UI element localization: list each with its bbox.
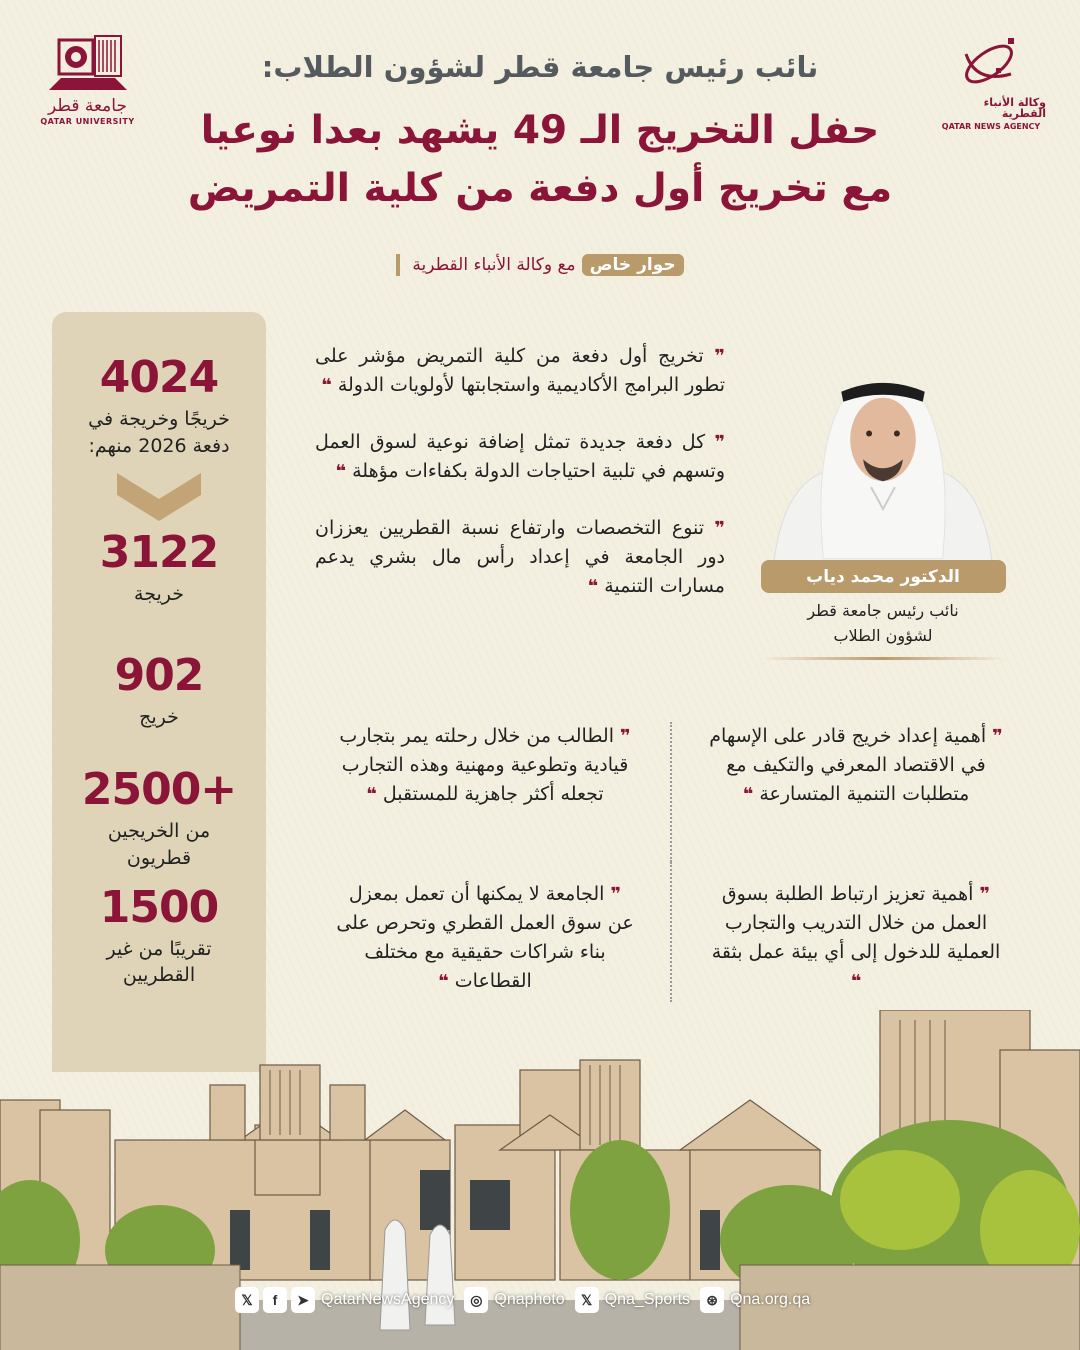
stat-label-line: قطريون	[126, 846, 192, 869]
page-title	[160, 102, 920, 218]
quote-close-icon: ❝	[366, 784, 377, 805]
grid-quote-cell	[670, 862, 1040, 1002]
stat-label-line: خريجًا وخريجة في	[88, 408, 230, 430]
university-name-ar: جامعة قطر	[48, 96, 127, 116]
role-line: نائب رئيس جامعة قطر	[807, 601, 959, 621]
quote-close-icon: ❝	[438, 971, 449, 992]
quote-text: تنوع التخصصات وارتفاع نسبة القطريين يعززان دور الجامعة في إعداد رأس مال بشري يدعم مسارات التنمية	[315, 517, 725, 597]
quote-open-icon: ❞	[992, 726, 1003, 747]
grid-quote-cell	[670, 722, 1040, 862]
page-subtitle: نائب رئيس جامعة قطر لشؤون الطلاب:	[261, 50, 819, 84]
profile-divider	[761, 657, 1006, 660]
quote-item	[315, 428, 725, 486]
stat-label-line: من الخريجين	[107, 820, 211, 843]
quote-close-icon: ❝	[850, 971, 862, 992]
speaker-name: الدكتور محمد دياب	[761, 560, 1006, 594]
x-icon[interactable]: 𝕏	[575, 1287, 599, 1313]
exclusive-interview-badge: حوار خاص	[582, 254, 684, 276]
stat-non-qatari-graduates: 1500	[99, 881, 219, 933]
qatar-news-agency-logo	[936, 34, 1046, 134]
top-quotes	[315, 342, 725, 601]
stat-qatari-label	[108, 818, 210, 871]
tagline-text: مع وكالة الأنباء القطرية	[412, 255, 576, 275]
stat-non-qatari-label	[106, 936, 211, 989]
title-line-2: مع تخريج أول دفعة من كلية التمريض	[187, 166, 893, 211]
stat-total-label	[88, 406, 230, 459]
quote-open-icon: ❞	[979, 884, 991, 905]
handle-qatarnewsagency[interactable]: QatarNewsAgency	[321, 1291, 455, 1308]
speaker-portrait	[763, 360, 1003, 564]
tagline-divider	[396, 254, 400, 276]
x-icon[interactable]: 𝕏	[235, 1287, 259, 1313]
role-line: لشؤون الطلاب	[833, 626, 933, 646]
quote-close-icon: ❝	[321, 375, 332, 396]
quote-close-icon: ❝	[742, 784, 754, 805]
title-line-1: حفل التخريج الـ 49 يشهد بعدا نوعيا	[200, 108, 880, 153]
quote-item	[315, 514, 725, 601]
quote-item	[706, 722, 1006, 809]
quote-item	[706, 880, 1006, 996]
handle-qna-sports[interactable]: Qna_Sports	[604, 1291, 691, 1308]
quote-open-icon: ❞	[620, 726, 631, 747]
quote-text: الطالب من خلال رحلته يمر بتجارب قيادية وتطوعية ومهنية وهذه التجارب تجعله أكثر جاهزية للمستقبل	[339, 725, 629, 805]
tagline	[370, 254, 710, 276]
stat-label-line: دفعة 2026 منهم:	[88, 434, 230, 457]
quote-text: أهمية تعزيز ارتباط الطلبة بسوق العمل من خلال التدريب والتجارب العملية للدخول إلى أي بيئة عمل بثقة	[711, 883, 1001, 963]
stat-label-line: تقريبًا من غير	[106, 937, 212, 960]
handle-qnaphoto[interactable]: Qnaphoto	[494, 1291, 565, 1308]
stat-female-label: خريجة	[134, 583, 184, 606]
facebook-icon[interactable]: f	[263, 1287, 287, 1313]
quote-text: أهمية إعداد خريج قادر على الإسهام في الاقتصاد المعرفي والتكيف مع متطلبات التنمية المتسارعة	[709, 725, 987, 805]
grid-quote-cell	[300, 862, 670, 1002]
social-links-bar	[235, 1285, 816, 1315]
quote-text: كل دفعة جديدة تمثل إضافة نوعية لسوق العمل وتسهم في تلبية احتياجات الدولة بكفاءات مؤهلة	[315, 431, 725, 482]
website-icon[interactable]: ⊛	[700, 1287, 724, 1313]
website-link[interactable]: Qna.org.qa	[730, 1291, 811, 1308]
quote-open-icon: ❞	[714, 432, 726, 453]
speaker-role	[807, 599, 958, 649]
quote-text: الجامعة لا يمكنها أن تعمل بمعزل عن سوق العمل القطري وتحرص على بناء شراكات حقيقية مع مختلف القطاعات	[336, 883, 634, 992]
chevron-down-icon	[117, 473, 201, 521]
telegram-icon[interactable]: ➤	[291, 1287, 315, 1313]
university-name-en: QATAR UNIVERSITY	[40, 117, 135, 126]
quote-open-icon: ❞	[610, 884, 622, 905]
qatar-university-emblem-icon	[45, 34, 131, 94]
agency-name-ar: وكالة الأنباء القطرية	[983, 96, 1046, 120]
quote-item	[335, 722, 635, 809]
quote-open-icon: ❞	[714, 346, 725, 367]
grid-quote-cell	[300, 722, 670, 862]
quote-open-icon: ❞	[714, 518, 725, 539]
stat-male-label: خريج	[139, 705, 179, 728]
stat-male-graduates: 902	[114, 649, 204, 701]
quote-item	[315, 342, 725, 400]
instagram-icon[interactable]: ◎	[464, 1287, 488, 1313]
quote-close-icon: ❝	[587, 576, 599, 597]
stat-label-line: القطريين	[122, 964, 196, 987]
stat-female-graduates: 3122	[99, 527, 219, 579]
quote-text: تخريج أول دفعة من كلية التمريض مؤشر على تطور البرامج الأكاديمية واستجابتها لأولويات الدولة	[315, 345, 725, 396]
stats-panel	[52, 312, 266, 1072]
stat-total-graduates: 4024	[99, 352, 219, 403]
speaker-profile	[758, 360, 1008, 660]
agency-name-en: QATAR NEWS AGENCY	[941, 122, 1041, 131]
quote-close-icon: ❝	[335, 461, 347, 482]
stat-qatari-graduates: 2500+	[81, 764, 237, 816]
qna-orbit-icon	[956, 34, 1026, 89]
qatar-university-logo	[40, 34, 135, 134]
quotes-grid	[300, 722, 1040, 1002]
quote-item	[335, 880, 635, 996]
